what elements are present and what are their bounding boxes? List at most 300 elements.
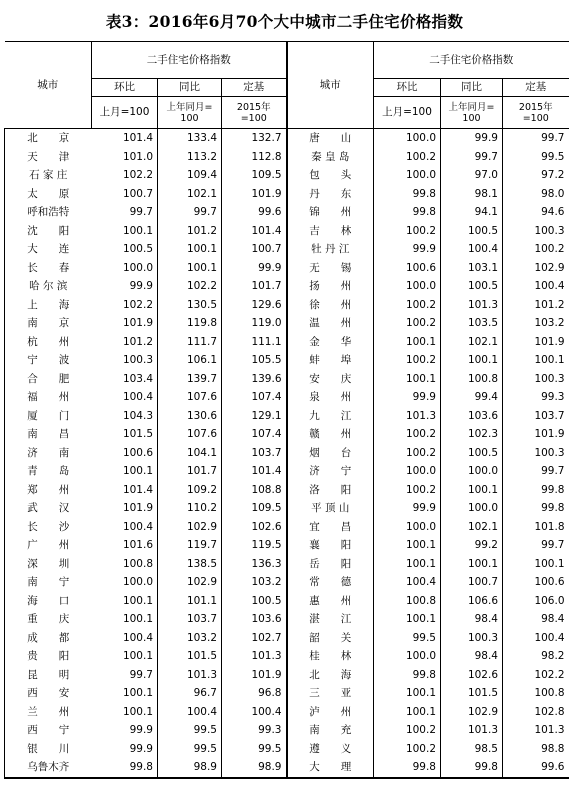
table-row [5, 240, 569, 259]
fixed-cell: 107.4 [222, 388, 287, 407]
city-cell: 韶 关 [287, 629, 374, 648]
city-cell: 丹 东 [287, 185, 374, 204]
yoy-cell: 101.1 [158, 592, 222, 611]
fixed-cell: 94.6 [503, 203, 569, 222]
fixed-cell: 106.0 [503, 592, 569, 611]
fixed-cell: 100.4 [503, 277, 569, 296]
fixed-cell: 102.7 [222, 629, 287, 648]
city-cell: 平 顶 山 [287, 499, 374, 518]
fixed-cell: 100.1 [503, 351, 569, 370]
city-cell: 银 川 [5, 740, 92, 759]
city-cell: 青 岛 [5, 462, 92, 481]
yoy-cell: 100.7 [441, 573, 503, 592]
mom-cell: 100.1 [405, 705, 436, 718]
fixed-cell: 100.4 [222, 703, 287, 722]
table-row [5, 333, 569, 352]
yoy-header-right: 同比 [441, 79, 503, 97]
yoy-cell: 103.5 [441, 314, 503, 333]
yoy-cell: 99.7 [158, 203, 222, 222]
table-body [5, 129, 569, 778]
table-row [5, 536, 569, 555]
fixed-header-left: 定基 [222, 79, 287, 97]
mom-cell: 100.0 [374, 129, 441, 148]
city-header-left: 城市 [5, 42, 92, 129]
yoy-cell: 99.4 [441, 388, 503, 407]
city-cell: 北 京 [5, 129, 92, 148]
fixed-base-line1: 2015年 [518, 101, 553, 113]
yoy-cell: 100.8 [441, 370, 503, 389]
mom-cell: 100.1 [405, 372, 436, 385]
city-cell: 北 海 [287, 666, 374, 685]
city-cell: 无 锡 [287, 259, 374, 278]
table-row [5, 684, 569, 703]
table-row [5, 647, 569, 666]
mom-cell: 100.1 [405, 539, 436, 551]
mom-cell: 100.2 [405, 317, 436, 329]
mom-cell: 100.5 [122, 243, 153, 255]
fixed-cell: 99.5 [503, 148, 569, 167]
yoy-cell: 98.5 [441, 740, 503, 759]
city-cell: 南 昌 [5, 425, 92, 444]
mom-cell: 100.2 [405, 428, 436, 440]
fixed-cell: 107.4 [222, 425, 287, 444]
fixed-cell: 98.4 [503, 610, 569, 629]
city-cell: 秦 皇 岛 [287, 148, 374, 167]
city-cell: 温 州 [287, 314, 374, 333]
yoy-cell: 119.7 [158, 536, 222, 555]
mom-cell: 100.0 [122, 261, 153, 274]
yoy-cell: 102.1 [441, 333, 503, 352]
city-cell: 乌鲁木齐 [5, 758, 92, 778]
fixed-cell: 103.6 [222, 610, 287, 629]
yoy-cell: 100.5 [441, 277, 503, 296]
fixed-base-right [503, 97, 569, 129]
city-cell: 济 南 [5, 444, 92, 463]
mom-cell: 99.7 [129, 206, 153, 218]
yoy-cell: 98.1 [441, 185, 503, 204]
yoy-cell: 102.6 [441, 666, 503, 685]
mom-base-right: 上月=100 [374, 97, 441, 129]
city-cell: 安 庆 [287, 370, 374, 389]
mom-cell: 101.4 [92, 129, 158, 148]
yoy-cell: 139.7 [158, 370, 222, 389]
city-cell: 九 江 [287, 407, 374, 426]
table-row [5, 129, 569, 148]
city-cell: 厦 门 [5, 407, 92, 426]
city-cell: 兰 州 [5, 703, 92, 722]
city-cell: 广 州 [5, 536, 92, 555]
mom-cell: 100.4 [122, 391, 153, 403]
yoy-cell: 103.7 [158, 610, 222, 629]
city-cell: 成 都 [5, 629, 92, 648]
fixed-cell: 101.4 [222, 222, 287, 241]
yoy-cell: 119.8 [158, 314, 222, 333]
city-cell: 石 家 庄 [5, 166, 92, 185]
city-cell: 呼和浩特 [5, 203, 92, 222]
city-cell: 长 春 [5, 259, 92, 278]
table-row [5, 222, 569, 241]
fixed-cell: 112.8 [222, 148, 287, 167]
table-row [5, 166, 569, 185]
yoy-cell: 109.2 [158, 481, 222, 500]
mom-cell: 99.8 [92, 758, 158, 778]
fixed-cell: 97.2 [503, 166, 569, 185]
table-row [5, 148, 569, 167]
mom-cell: 102.2 [122, 169, 153, 181]
yoy-cell: 103.1 [441, 259, 503, 278]
city-header-right: 城市 [287, 42, 374, 129]
yoy-cell: 100.4 [441, 240, 503, 259]
yoy-cell: 101.2 [158, 222, 222, 241]
fixed-cell: 101.9 [222, 666, 287, 685]
city-cell: 蚌 埠 [287, 351, 374, 370]
fixed-cell: 111.1 [222, 333, 287, 352]
city-cell: 西 宁 [5, 721, 92, 740]
fixed-cell: 100.3 [503, 222, 569, 241]
fixed-cell: 99.3 [222, 721, 287, 740]
yoy-cell: 102.3 [441, 425, 503, 444]
yoy-cell: 100.0 [441, 499, 503, 518]
yoy-cell: 107.6 [158, 425, 222, 444]
yoy-cell: 100.1 [441, 351, 503, 370]
city-cell: 宜 昌 [287, 518, 374, 537]
yoy-base-line1: 上年同月= [166, 101, 213, 113]
yoy-cell: 99.5 [158, 721, 222, 740]
city-cell: 岳 阳 [287, 555, 374, 574]
mom-header-left: 环比 [92, 79, 158, 97]
city-cell: 桂 林 [287, 647, 374, 666]
fixed-cell: 98.8 [503, 740, 569, 759]
mom-cell: 99.9 [412, 391, 436, 403]
fixed-cell: 103.2 [222, 573, 287, 592]
table-row [5, 758, 569, 778]
mom-base-left: 上月=100 [92, 97, 158, 129]
yoy-cell: 133.4 [158, 129, 222, 148]
table-row [5, 425, 569, 444]
table-row [5, 277, 569, 296]
fixed-cell: 105.5 [222, 351, 287, 370]
table-row [5, 388, 569, 407]
yoy-cell: 99.8 [441, 758, 503, 778]
city-cell: 上 海 [5, 296, 92, 315]
table-row [5, 592, 569, 611]
yoy-cell: 98.4 [441, 610, 503, 629]
mom-cell: 100.7 [122, 187, 153, 200]
fixed-cell: 99.9 [222, 259, 287, 278]
yoy-cell: 110.2 [158, 499, 222, 518]
fixed-cell: 101.9 [503, 425, 569, 444]
yoy-cell: 113.2 [158, 148, 222, 167]
fixed-cell: 139.6 [222, 370, 287, 389]
table-row [5, 314, 569, 333]
price-index-table [4, 41, 569, 779]
table-row [5, 462, 569, 481]
fixed-cell: 101.3 [503, 721, 569, 740]
index-group-header-left: 二手住宅价格指数 [92, 42, 287, 79]
table-row [5, 610, 569, 629]
fixed-base-line2: =100 [240, 112, 267, 124]
city-cell: 西 安 [5, 684, 92, 703]
yoy-cell: 109.4 [158, 166, 222, 185]
index-group-header-right: 二手住宅价格指数 [374, 42, 569, 79]
city-cell: 福 州 [5, 388, 92, 407]
city-cell: 南 京 [5, 314, 92, 333]
table-row [5, 296, 569, 315]
mom-cell: 100.1 [122, 705, 153, 718]
city-cell: 大 连 [5, 240, 92, 259]
yoy-cell: 94.1 [441, 203, 503, 222]
mom-cell: 100.1 [405, 335, 436, 348]
mom-cell: 100.1 [122, 687, 153, 699]
fixed-cell: 109.5 [222, 166, 287, 185]
yoy-cell: 103.6 [441, 407, 503, 426]
yoy-cell: 130.5 [158, 296, 222, 315]
fixed-cell: 100.3 [503, 444, 569, 463]
mom-cell: 101.0 [122, 150, 153, 163]
mom-cell: 100.0 [405, 280, 436, 292]
mom-cell: 100.1 [405, 687, 436, 699]
yoy-cell: 100.1 [441, 481, 503, 500]
city-cell: 天 津 [5, 148, 92, 167]
mom-cell: 99.9 [129, 742, 153, 755]
city-cell: 南 宁 [5, 573, 92, 592]
fixed-cell: 101.8 [503, 518, 569, 537]
table-row [5, 740, 569, 759]
yoy-base-left [158, 97, 222, 129]
mom-cell: 100.2 [405, 224, 436, 237]
yoy-base-line2: 100 [462, 112, 481, 124]
yoy-base-line2: 100 [180, 112, 199, 124]
mom-cell: 100.2 [405, 483, 436, 496]
city-cell: 唐 山 [287, 129, 374, 148]
mom-cell: 100.4 [122, 631, 153, 644]
mom-cell: 101.3 [405, 409, 436, 422]
mom-cell: 99.9 [412, 243, 436, 255]
city-cell: 宁 波 [5, 351, 92, 370]
mom-cell: 100.1 [122, 650, 153, 662]
yoy-cell: 98.4 [441, 647, 503, 666]
fixed-base-line2: =100 [522, 112, 549, 124]
fixed-cell: 102.2 [503, 666, 569, 685]
fixed-cell: 100.1 [503, 555, 569, 574]
city-cell: 太 原 [5, 185, 92, 204]
mom-cell: 100.4 [122, 520, 153, 533]
fixed-cell: 99.8 [503, 481, 569, 500]
table-row [5, 370, 569, 389]
city-cell: 遵 义 [287, 740, 374, 759]
yoy-cell: 100.3 [441, 629, 503, 648]
mom-cell: 99.9 [412, 502, 436, 514]
fixed-cell: 99.3 [503, 388, 569, 407]
mom-cell: 100.0 [405, 520, 436, 533]
fixed-cell: 101.9 [503, 333, 569, 352]
city-cell: 济 宁 [287, 462, 374, 481]
mom-cell: 99.9 [129, 724, 153, 736]
table-row [5, 259, 569, 278]
yoy-cell: 106.1 [158, 351, 222, 370]
fixed-header-right: 定基 [503, 79, 569, 97]
table-row [5, 573, 569, 592]
yoy-cell: 100.5 [441, 222, 503, 241]
table-row [5, 703, 569, 722]
fixed-cell: 132.7 [222, 129, 287, 148]
yoy-cell: 101.3 [441, 721, 503, 740]
mom-cell: 100.1 [122, 613, 153, 625]
fixed-cell: 101.2 [503, 296, 569, 315]
table-row [5, 721, 569, 740]
city-cell: 郑 州 [5, 481, 92, 500]
yoy-cell: 99.2 [441, 536, 503, 555]
table-row [5, 666, 569, 685]
mom-cell: 100.1 [122, 224, 153, 237]
yoy-cell: 102.1 [158, 185, 222, 204]
fixed-cell: 99.5 [222, 740, 287, 759]
yoy-header-left: 同比 [158, 79, 222, 97]
yoy-cell: 100.1 [158, 240, 222, 259]
mom-cell: 100.3 [122, 354, 153, 366]
mom-cell: 100.6 [122, 446, 153, 459]
yoy-cell: 102.1 [441, 518, 503, 537]
yoy-cell: 100.4 [158, 703, 222, 722]
yoy-cell: 101.3 [441, 296, 503, 315]
mom-cell: 100.2 [405, 742, 436, 755]
table-row [5, 351, 569, 370]
city-cell: 大 理 [287, 758, 374, 778]
city-cell: 烟 台 [287, 444, 374, 463]
table-row [5, 444, 569, 463]
fixed-cell: 99.7 [503, 536, 569, 555]
fixed-cell: 99.7 [503, 129, 569, 148]
fixed-cell: 98.9 [222, 758, 287, 778]
fixed-cell: 103.2 [503, 314, 569, 333]
fixed-cell: 100.8 [503, 684, 569, 703]
city-cell: 牡 丹 江 [287, 240, 374, 259]
fixed-cell: 100.2 [503, 240, 569, 259]
fixed-cell: 99.6 [503, 758, 569, 778]
mom-cell: 100.0 [122, 576, 153, 588]
fixed-cell: 100.3 [503, 370, 569, 389]
yoy-cell: 101.7 [158, 462, 222, 481]
yoy-cell: 130.6 [158, 407, 222, 426]
city-cell: 贵 阳 [5, 647, 92, 666]
yoy-cell: 102.2 [158, 277, 222, 296]
city-cell: 沈 阳 [5, 222, 92, 241]
mom-cell: 100.0 [405, 169, 436, 181]
city-cell: 包 头 [287, 166, 374, 185]
fixed-cell: 119.0 [222, 314, 287, 333]
table-row [5, 499, 569, 518]
mom-cell: 102.2 [122, 298, 153, 311]
yoy-base-line1: 上年同月= [448, 101, 495, 113]
fixed-cell: 102.6 [222, 518, 287, 537]
yoy-cell: 111.7 [158, 333, 222, 352]
city-cell: 南 充 [287, 721, 374, 740]
mom-cell: 100.0 [405, 465, 436, 477]
mom-cell: 100.0 [405, 650, 436, 662]
yoy-cell: 99.5 [158, 740, 222, 759]
table-row [5, 518, 569, 537]
table-row [5, 203, 569, 222]
city-cell: 泉 州 [287, 388, 374, 407]
mom-cell: 100.2 [405, 298, 436, 311]
fixed-cell: 109.5 [222, 499, 287, 518]
mom-cell: 100.2 [405, 150, 436, 163]
fixed-cell: 119.5 [222, 536, 287, 555]
fixed-cell: 102.8 [503, 703, 569, 722]
mom-cell: 100.6 [405, 261, 436, 274]
fixed-cell: 100.5 [222, 592, 287, 611]
fixed-cell: 99.6 [222, 203, 287, 222]
mom-header-right: 环比 [374, 79, 441, 97]
city-cell: 惠 州 [287, 592, 374, 611]
fixed-cell: 99.7 [503, 462, 569, 481]
city-cell: 洛 阳 [287, 481, 374, 500]
yoy-cell: 97.0 [441, 166, 503, 185]
city-cell: 深 圳 [5, 555, 92, 574]
yoy-cell: 103.2 [158, 629, 222, 648]
mom-cell: 100.1 [405, 557, 436, 570]
mom-cell: 100.8 [405, 594, 436, 607]
table-row [5, 629, 569, 648]
city-cell: 武 汉 [5, 499, 92, 518]
mom-cell: 100.1 [405, 613, 436, 625]
mom-cell: 100.4 [405, 576, 436, 588]
yoy-cell: 104.1 [158, 444, 222, 463]
mom-cell: 101.5 [122, 428, 153, 440]
mom-cell: 100.2 [405, 446, 436, 459]
mom-cell: 100.8 [122, 557, 153, 570]
city-cell: 合 肥 [5, 370, 92, 389]
yoy-cell: 96.7 [158, 684, 222, 703]
mom-cell: 101.4 [122, 483, 153, 496]
fixed-cell: 108.8 [222, 481, 287, 500]
fixed-cell: 101.9 [222, 185, 287, 204]
fixed-cell: 129.1 [222, 407, 287, 426]
page-title: 表3：2016年6月70个大中城市二手住宅价格指数 [105, 12, 464, 31]
yoy-cell: 100.5 [441, 444, 503, 463]
mom-cell: 101.2 [122, 335, 153, 348]
fixed-cell: 98.0 [503, 185, 569, 204]
table-row [5, 185, 569, 204]
city-cell: 襄 阳 [287, 536, 374, 555]
fixed-cell: 136.3 [222, 555, 287, 574]
city-cell: 三 亚 [287, 684, 374, 703]
city-cell: 杭 州 [5, 333, 92, 352]
yoy-cell: 102.9 [158, 573, 222, 592]
yoy-cell: 101.3 [158, 666, 222, 685]
yoy-base-right [441, 97, 503, 129]
city-cell: 锦 州 [287, 203, 374, 222]
city-cell: 扬 州 [287, 277, 374, 296]
yoy-cell: 106.6 [441, 592, 503, 611]
fixed-base-line1: 2015年 [236, 101, 271, 113]
mom-cell: 99.5 [412, 631, 436, 644]
fixed-cell: 101.7 [222, 277, 287, 296]
city-cell: 徐 州 [287, 296, 374, 315]
city-cell: 哈 尔 滨 [5, 277, 92, 296]
city-cell: 赣 州 [287, 425, 374, 444]
mom-cell: 99.8 [412, 187, 436, 200]
mom-cell: 100.2 [405, 354, 436, 366]
mom-cell: 103.4 [122, 372, 153, 385]
city-cell: 重 庆 [5, 610, 92, 629]
yoy-cell: 101.5 [158, 647, 222, 666]
fixed-cell: 100.4 [503, 629, 569, 648]
fixed-base-left [222, 97, 287, 129]
yoy-cell: 107.6 [158, 388, 222, 407]
fixed-cell: 101.3 [222, 647, 287, 666]
mom-cell: 101.6 [122, 539, 153, 551]
